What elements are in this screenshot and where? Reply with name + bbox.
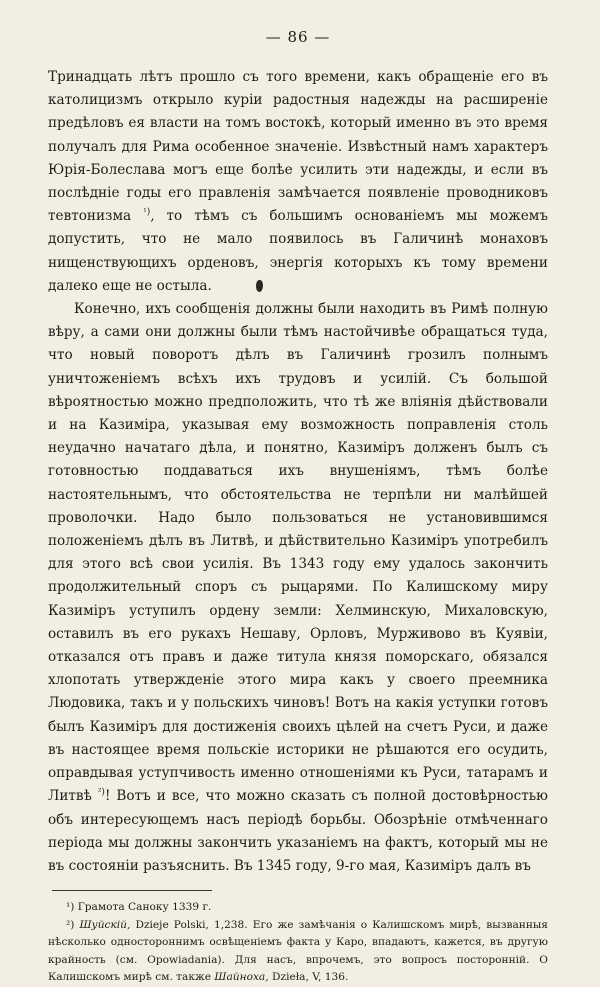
paragraph-1: [48, 66, 548, 298]
paragraph-2-text-after: ! Вотъ и все, что можно сказать съ полной достовѣрностью объ интересующемъ насъ періодѣ борьбы. Обозрѣніе отмѣченнаго періода мы должны закончить указаніемъ на фактъ, который мы не въ состояніи разъяснить. Въ 1345 году, 9-го мая, Казиміръ далъ въ: [48, 788, 548, 874]
paragraph-1-text: Тринадцать лѣтъ прошло съ того времени, какъ обращеніе его въ католицизмъ открыло куріи радостныя надежды на расширеніе предѣловъ ея власти на томъ востокѣ, который именно въ это время получалъ для Рима особенное значеніе. Извѣстный намъ характеръ Юрія-Болеслава могъ еще болѣе усилить эти надежды, и если въ послѣдніе годы его правленія замѣчается появленіе проводниковъ тевтонизма: [48, 69, 548, 225]
footnote-1-mark: ¹): [66, 901, 75, 914]
paragraph-1-text-after: , то тѣмъ съ большимъ основаніемъ мы можемъ допустить, что не мало появилось въ Галичинѣ монаховъ нищенствующихъ орденовъ, энергія которыхъ къ тому времени далеко еще не остыла.: [48, 208, 548, 294]
paragraph-2: [48, 298, 548, 878]
paragraph-2-text: Конечно, ихъ сообщенія должны были находить въ Римѣ полную вѣру, а сами они должны были тѣмъ настойчивѣе обращаться туда, что новый поворотъ дѣлъ въ Галичинѣ грозилъ полнымъ уничтоженіемъ всѣхъ ихъ трудовъ и усилій. Съ большой вѣроятностью можно предположить, что тѣ же вліянія дѣйствовали и на Казиміра, указывая ему возможность поправленія столь неудачно начатаго дѣла, и понятно, Казиміръ долженъ былъ съ готовностью поддаваться ихъ внушеніямъ, тѣмъ болѣе настоятельнымъ, что обстоятельства не терпѣли ни малѣйшей проволочки. Надо было пользоваться не установившимся положеніемъ дѣлъ въ Литвѣ, и дѣйствительно Казиміръ употребилъ для этого всѣ свои усилія. Въ 1343 году ему удалось закончить продолжительный споръ съ рыцарями. По Калишскому миру Казиміръ уступилъ ордену земли: Хелминскую, Михаловскую, оставилъ въ его рукахъ Нешаву, Орловъ, Мурживово въ Куявіи, отказался отъ правъ и даже титула князя поморскаго, обязался хлопотать утвержденіе этого мира какъ у своего преемника Людовика, такъ и у польскихъ чиновъ! Вотъ на какія уступки готовъ былъ Казиміръ для достиженія своихъ цѣлей на счетъ Руси, и даже въ настоящее время польскіе историки не рѣшаются его осудить, оправдывая уступчивость именно отношеніями къ Руси, татарамъ и Литвѣ: [48, 301, 548, 805]
footnote-2-author: Шуйскій,: [79, 918, 131, 931]
footnote-2-author2: Шайноха,: [214, 971, 269, 984]
footnote-2: [48, 917, 548, 987]
footnotes: [48, 899, 548, 987]
footnote-divider: [52, 890, 212, 891]
page-number: — 86 —: [265, 28, 331, 46]
footnote-ref-2[interactable]: ²): [97, 787, 105, 798]
footnote-2-text-end: Dzieła, V, 136.: [268, 971, 349, 984]
footnote-2-text: Dzieje Polski, 1,238. Его же замѣчанія о Калишскомъ мирѣ, вызванныя нѣсколько одностороннимъ освѣщеніемъ факта у Каро, впадаютъ, кажется, въ другую крайность (см. Opowiadania). Для насъ, впрочемъ, это вопросъ посторонній. О Калишскомъ мирѣ см. также: [48, 918, 548, 984]
footnote-1-text: Грамота Саноку 1339 г.: [77, 901, 212, 914]
ink-blot-mark: [256, 280, 263, 292]
footnote-1: [48, 899, 548, 917]
footnote-2-mark: ²): [66, 918, 75, 931]
footnote-ref-1[interactable]: ¹): [143, 207, 151, 218]
body-text: [48, 66, 548, 878]
